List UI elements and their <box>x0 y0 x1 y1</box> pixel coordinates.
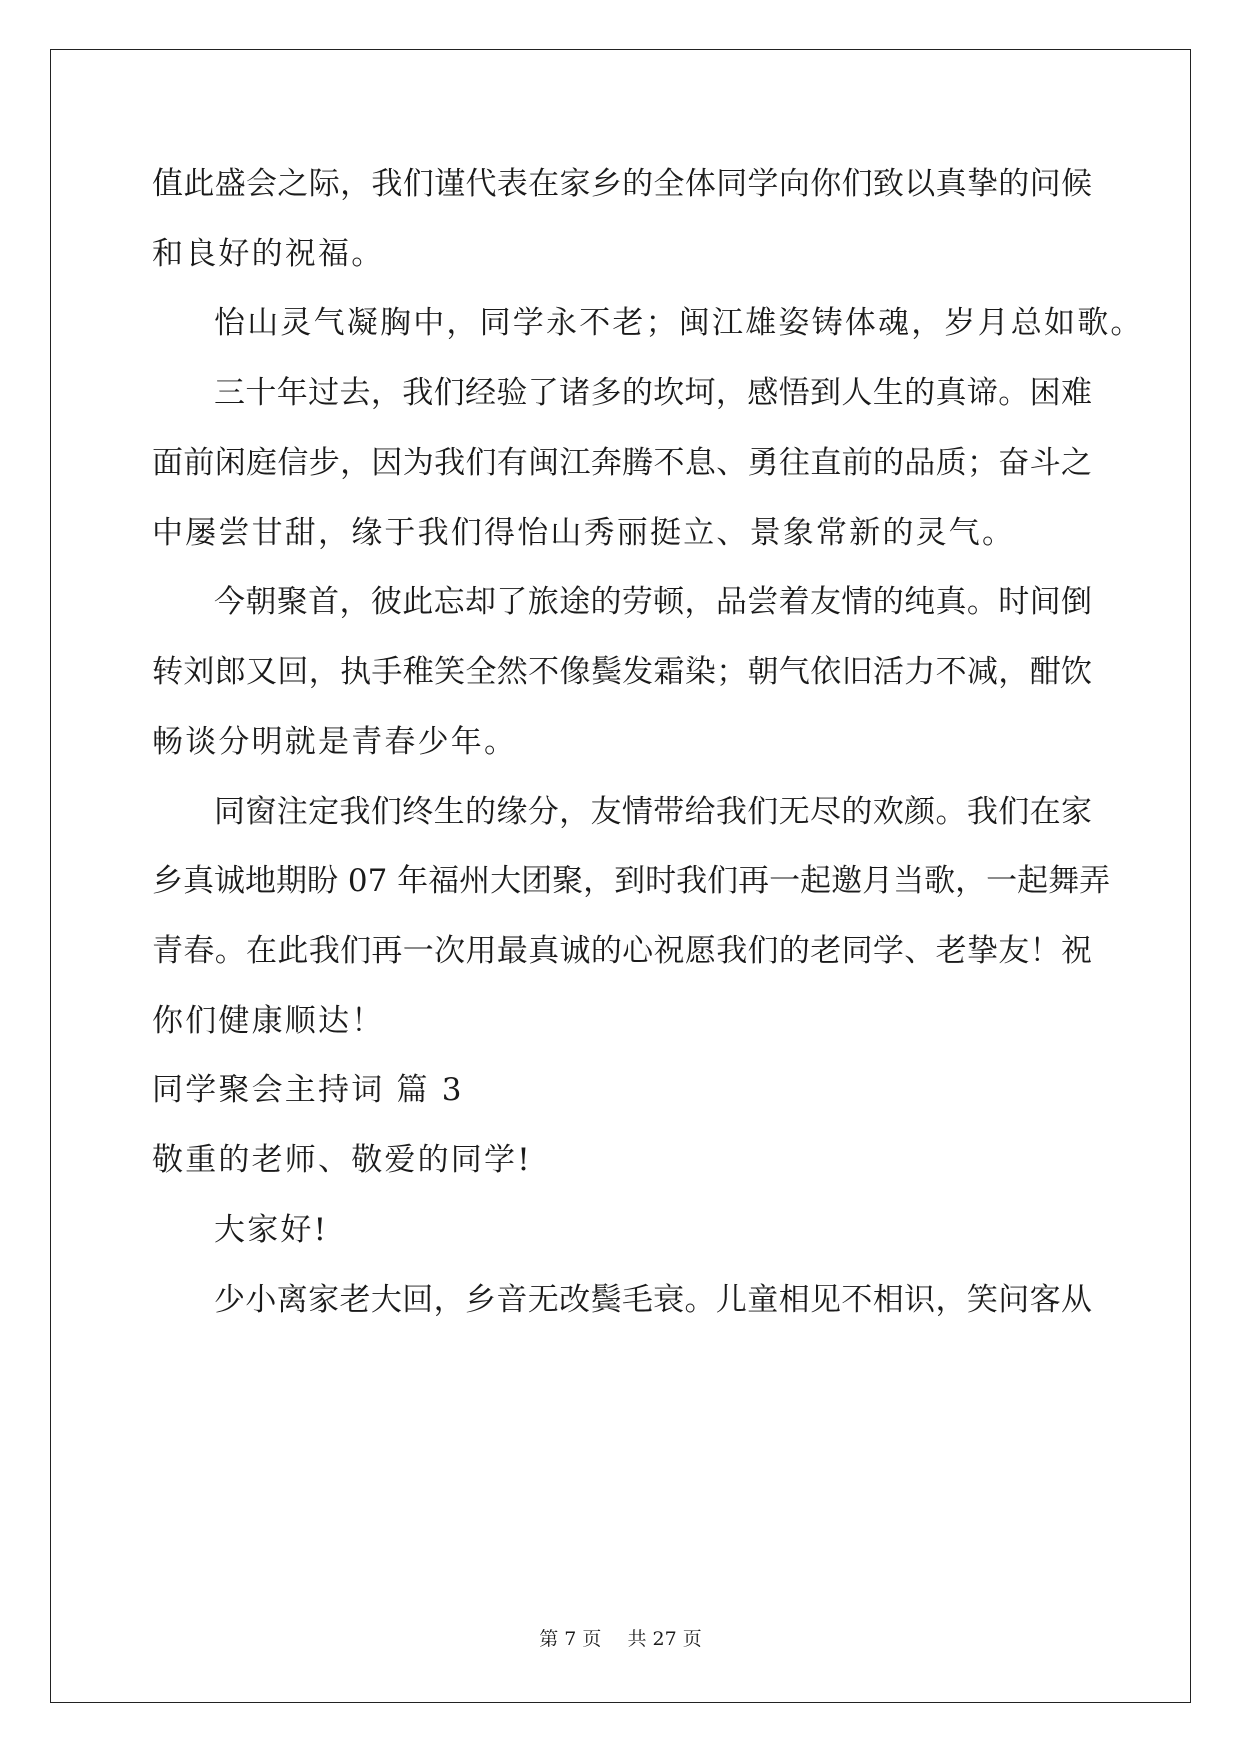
text-line: 你们健康顺达！ <box>152 1003 385 1039</box>
greeting: 大家好! <box>214 1212 329 1248</box>
text-line: 乡真诚地期盼 07 年福州大团聚，到时我们再一起邀月当歌，一起舞弄 <box>152 863 1111 899</box>
text-line: 怡山灵气凝胸中，同学永不老；闽江雄姿铸体魂，岁月总如歌。 <box>214 305 1144 341</box>
text-line: 畅谈分明就是青春少年。 <box>152 724 518 760</box>
text-line: 同窗注定我们终生的缘分，友情带给我们无尽的欢颜。我们在家 <box>214 794 1092 830</box>
text-line: 中屡尝甘甜，缘于我们得怡山秀丽挺立、景象常新的灵气。 <box>152 515 1016 551</box>
text-line: 值此盛会之际，我们谨代表在家乡的全体同学向你们致以真挚的问候 <box>152 166 1092 202</box>
text-line: 少小离家老大回，乡音无改鬓毛衰。儿童相见不相识，笑问客从 <box>214 1282 1092 1318</box>
salutation: 敬重的老师、敬爱的同学! <box>152 1142 532 1178</box>
text-line: 面前闲庭信步，因为我们有闽江奔腾不息、勇往直前的品质；奋斗之 <box>152 445 1092 481</box>
text-line: 青春。在此我们再一次用最真诚的心祝愿我们的老同学、老挚友！祝 <box>152 933 1092 969</box>
page-footer <box>0 1627 1241 1651</box>
text-line: 转刘郎又回，执手稚笑全然不像鬓发霜染；朝气依旧活力不减，酣饮 <box>152 654 1092 690</box>
section-heading: 同学聚会主持词 篇 3 <box>152 1072 464 1108</box>
text-line: 今朝聚首，彼此忘却了旅途的劳顿，品尝着友情的纯真。时间倒 <box>214 584 1092 620</box>
text-line: 和良好的祝福。 <box>152 236 385 272</box>
page-total: 共 27 页 <box>627 1628 702 1650</box>
text-line: 三十年过去，我们经验了诸多的坎坷，感悟到人生的真谛。困难 <box>214 375 1092 411</box>
page-number: 第 7 页 <box>539 1628 602 1650</box>
